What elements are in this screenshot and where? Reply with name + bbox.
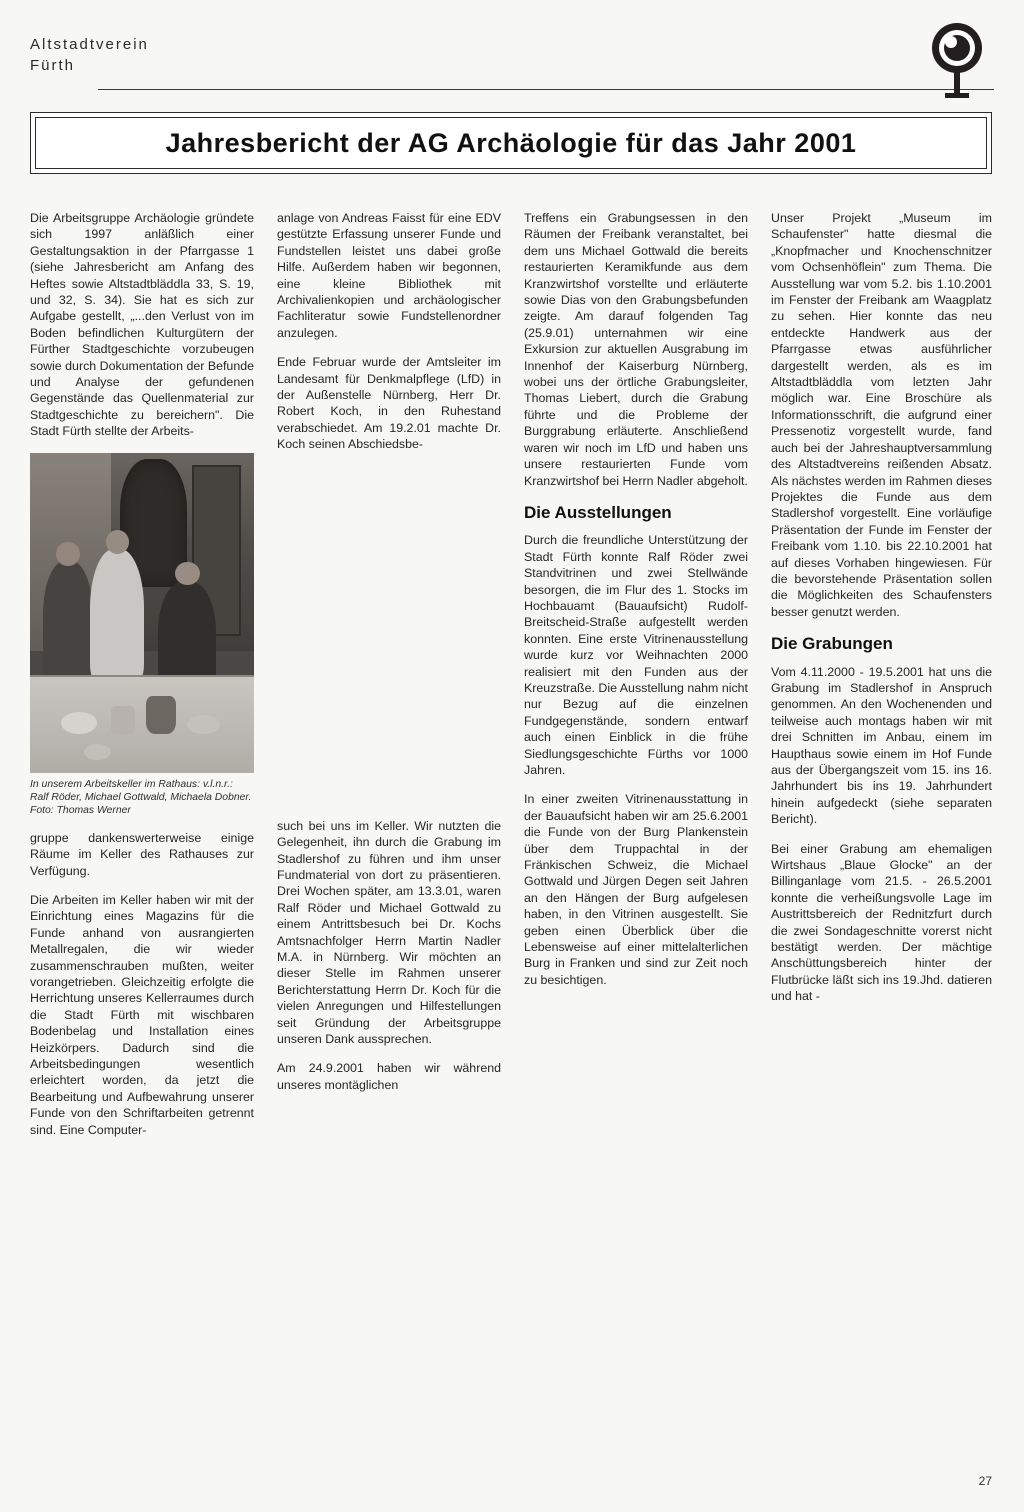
column-2 [277, 210, 501, 1093]
paragraph: Treffens ein Grabungsessen in den Räumen der Freibank veranstaltet, bei dem uns Michael Gottwald die bereits restaurierten Keramikfunde aus dem Kranzwirtshof vorstellte und erläuterte sowie Dias von den Grabungsbefunden zeigte. Am darauf folgenden Tag (25.9.01) unternahmen wir eine Exkursion zur aktuellen Ausgrabung im Innenhof der Kaiserburg Nürnberg, wobei uns der örtliche Grabungsleiter, Thomas Liebert, durch die Grabung führte und die Probleme der Burggrabung erläuterte. Anschließend waren wir noch im LfD und haben uns unsere restaurierten Funde vom Kranzwirtshof bei Herrn Nadler abgeholt. [524, 211, 748, 488]
altstadtverein-logo-icon [926, 22, 988, 100]
photo-gutter-spacer [277, 466, 501, 818]
paragraph: Die Arbeiten im Keller haben wir mit der Einrichtung eines Magazins für die Funde anhand von ausrangierten Metallregalen, die wir wieder zusammenschrauben mußten, weiter vorangetrieben. Gleichzeitig erfolgte die Herrichtung unseres Kellerraumes durch die Stadt Fürth mit wischbaren Bodenbelag und Installation eines Heizkörpers. Dadurch sind die Arbeitsbedingungen wesentlich erleichtert worden, da jetzt die Bearbeitung und Aufbewahrung unserer Funde von den Schriftarbeiten getrennt sind. Eine Computer- [30, 892, 254, 1137]
article-title-banner [30, 112, 992, 174]
page-number: 27 [978, 1474, 992, 1488]
masthead-line-1: Altstadtverein [30, 36, 149, 53]
paragraph: Ende Februar wurde der Amtsleiter im Landesamt für Denkmalpflege (LfD) in der Außenstelle Nürnberg, Herr Dr. Robert Koch, in den Ruhestand verabschiedet. Am 19.2.01 machte Dr. Koch seinen Abschiedsbe- [277, 355, 501, 452]
section-heading-ausstellungen: Die Ausstellungen [524, 502, 672, 522]
column-1 [30, 210, 254, 1138]
masthead-line-2: Fürth [30, 57, 76, 74]
page-title: Jahresbericht der AG Archäologie für das Jahr 2001 [165, 127, 857, 158]
column-4 [771, 210, 992, 1005]
photo-figure [30, 453, 254, 817]
paragraph: Bei einer Grabung am ehemaligen Wirtshaus „Blaue Glocke" an der Billinganlage vom 21.5. - 26.5.2001 konnte die verheißungsvolle Lage im Austrittsbereich der Rednitzfurt durch die zwei Sondageschnitte vorerst nicht bestätigt werden. Der mächtige Anschüttungsbereich hinter der Flutbrücke läßt sich ins 19.Jhd. datieren und hat - [771, 841, 992, 1004]
paragraph: Vom 4.11.2000 - 19.5.2001 hat uns die Grabung im Stadlershof in Anspruch genommen. An den Wochenenden und teilweise auch montags haben wir mit drei Schnitten im Anbau, einem im Haupthaus sowie einem im Hof Funde aus der Übergangszeit vom 15. ins 16. Jahrhundert bis ins 19. Jahrhundert hinein aufgedeckt (siehe separaten Bericht). [771, 664, 992, 827]
masthead [30, 34, 994, 96]
column-3 [524, 210, 748, 988]
paragraph: Unser Projekt „Museum im Schaufenster" hatte diesmal die „Knopfmacher und Knochenschnitzer vom Ochsenhöflein" zum Thema. Die Ausstellung war vom 5.2. bis 1.10.2001 im Fenster der Freibank am Waagplatz zu sehen. Hier konnte das neu entdeckte Handwerk aus der Pfarrgasse etwas ausführlicher dargestellt werden, als es im Altstadtbläddla vom letzten Jahr möglich war. Eine Broschüre als Informationsschrift, die aufgrund einer Pressenotiz vorgestellt wurde, fand auch bei der Jahreshauptversammlung des Altstadtvereins reißenden Absatz. Als nächstes werden im Rahmen dieses Projektes die Funde aus dem Stadlershof vorgestellt. Eine vorläufige Präsentation der Funde im Fenster der Freibank vom 1.10. bis 22.10.2001 hat auf dieses Vorhaben hingewiesen. Für die bevorstehende Präsentation sollen die Möglichkeiten des Schaufensters besser genutzt werden. [771, 211, 992, 619]
section-heading-grabungen: Die Grabungen [771, 634, 893, 654]
paragraph: Die Arbeitsgruppe Archäologie gründete sich 1997 anläßlich einer Gestaltungsaktion in der Pfarrgasse 1 (siehe Jahresbericht am Anfang des Heftes sowie Altstadtbläddla 33, S. 19, und 32, S. 34). Sie hat es sich zur Aufgabe gestellt, „...den Verlust von im Boden befindlichen Kulturgütern der Fürther Stadtgeschichte vorzubeugen sowie durch Dokumentation der Befunde und Analyse der gefundenen Gegenstände das Quellenmaterial zur Stadtgeschichte zu bereichern". Die Stadt Fürth stellte der Arbeits- [30, 211, 254, 439]
photo-caption: In unserem Arbeitskeller im Rathaus: v.l.n.r.: Ralf Röder, Michael Gottwald, Michaela Dobner. Foto: Thomas Werner [30, 778, 252, 816]
masthead-rule [98, 89, 994, 90]
paragraph: anlage von Andreas Faisst für eine EDV gestützte Erfassung unserer Funde und Fundstellen leistet uns dabei große Hilfe. Außerdem haben wir begonnen, eine kleine Bibliothek mit Archivalienkopien und archäologischer Fachliteratur sowie Fundstellenordner anzulegen. [277, 211, 501, 340]
paragraph: Durch die freundliche Unterstützung der Stadt Fürth konnte Ralf Röder zwei Standvitrinen und zwei Stellwände besorgen, die im Flur des 1. Stocks im Hochbauamt (Bauaufsicht) Rudolf-Breitscheid-Straße aufgestellt werden konnten. Eine erste Vitrinenausstellung wurde kurz vor Weihnachten 2000 realisiert mit den Funden aus der Kreuzstraße. Die Ausstellung nahm nicht nur Bezug auf die einzelnen Fundgegenstände, sondern entwarf auch einen Einblick in die frühe Siedlungsgeschichte Fürths vor 1000 Jahren. [524, 533, 748, 777]
arbeitskeller-photo [30, 453, 254, 773]
paragraph: In einer zweiten Vitrinenausstattung in der Bauaufsicht haben wir am 25.6.2001 die Funde von der Burg Plankenstein über dem Truppachtal in der Fränkischen Schweiz, die Michael Gottwald und Jürgen Degen seit Jahren an den Hängen der Burg aufgelesen haben, in den Vitrinen ausgestellt. Sie geben einen Überblick über die Lebensweise auf einer mittelalterlichen Burg in Franken und sind zur Zeit noch zu besichtigen. [524, 792, 748, 987]
paragraph: gruppe dankenswerterweise einige Räume im Keller des Rathauses zur Verfügung. [30, 830, 254, 878]
paragraph: Am 24.9.2001 haben wir während unseres montäglichen [277, 1061, 501, 1092]
masthead-title [30, 34, 149, 76]
paragraph: such bei uns im Keller. Wir nutzten die Gelegenheit, ihn durch die Grabung im Stadlershof zu führen und ihm unser Fundmaterial von dort zu präsentieren. Drei Wochen später, am 13.3.01, waren Ralf Röder und Michael Gottwald zu einem Antrittsbesuch bei Dr. Kochs Amtsnachfolger Herrn Martin Nadler M.A. in Nürnberg. Wir möchten an dieser Stelle im Rahmen unserer Berichterstattung Herrn Dr. Koch für die vielen Anregungen und Hilfestellungen seit Gründung der Arbeitsgruppe unseren Dank aussprechen. [277, 818, 501, 1046]
article-body [30, 210, 992, 1452]
